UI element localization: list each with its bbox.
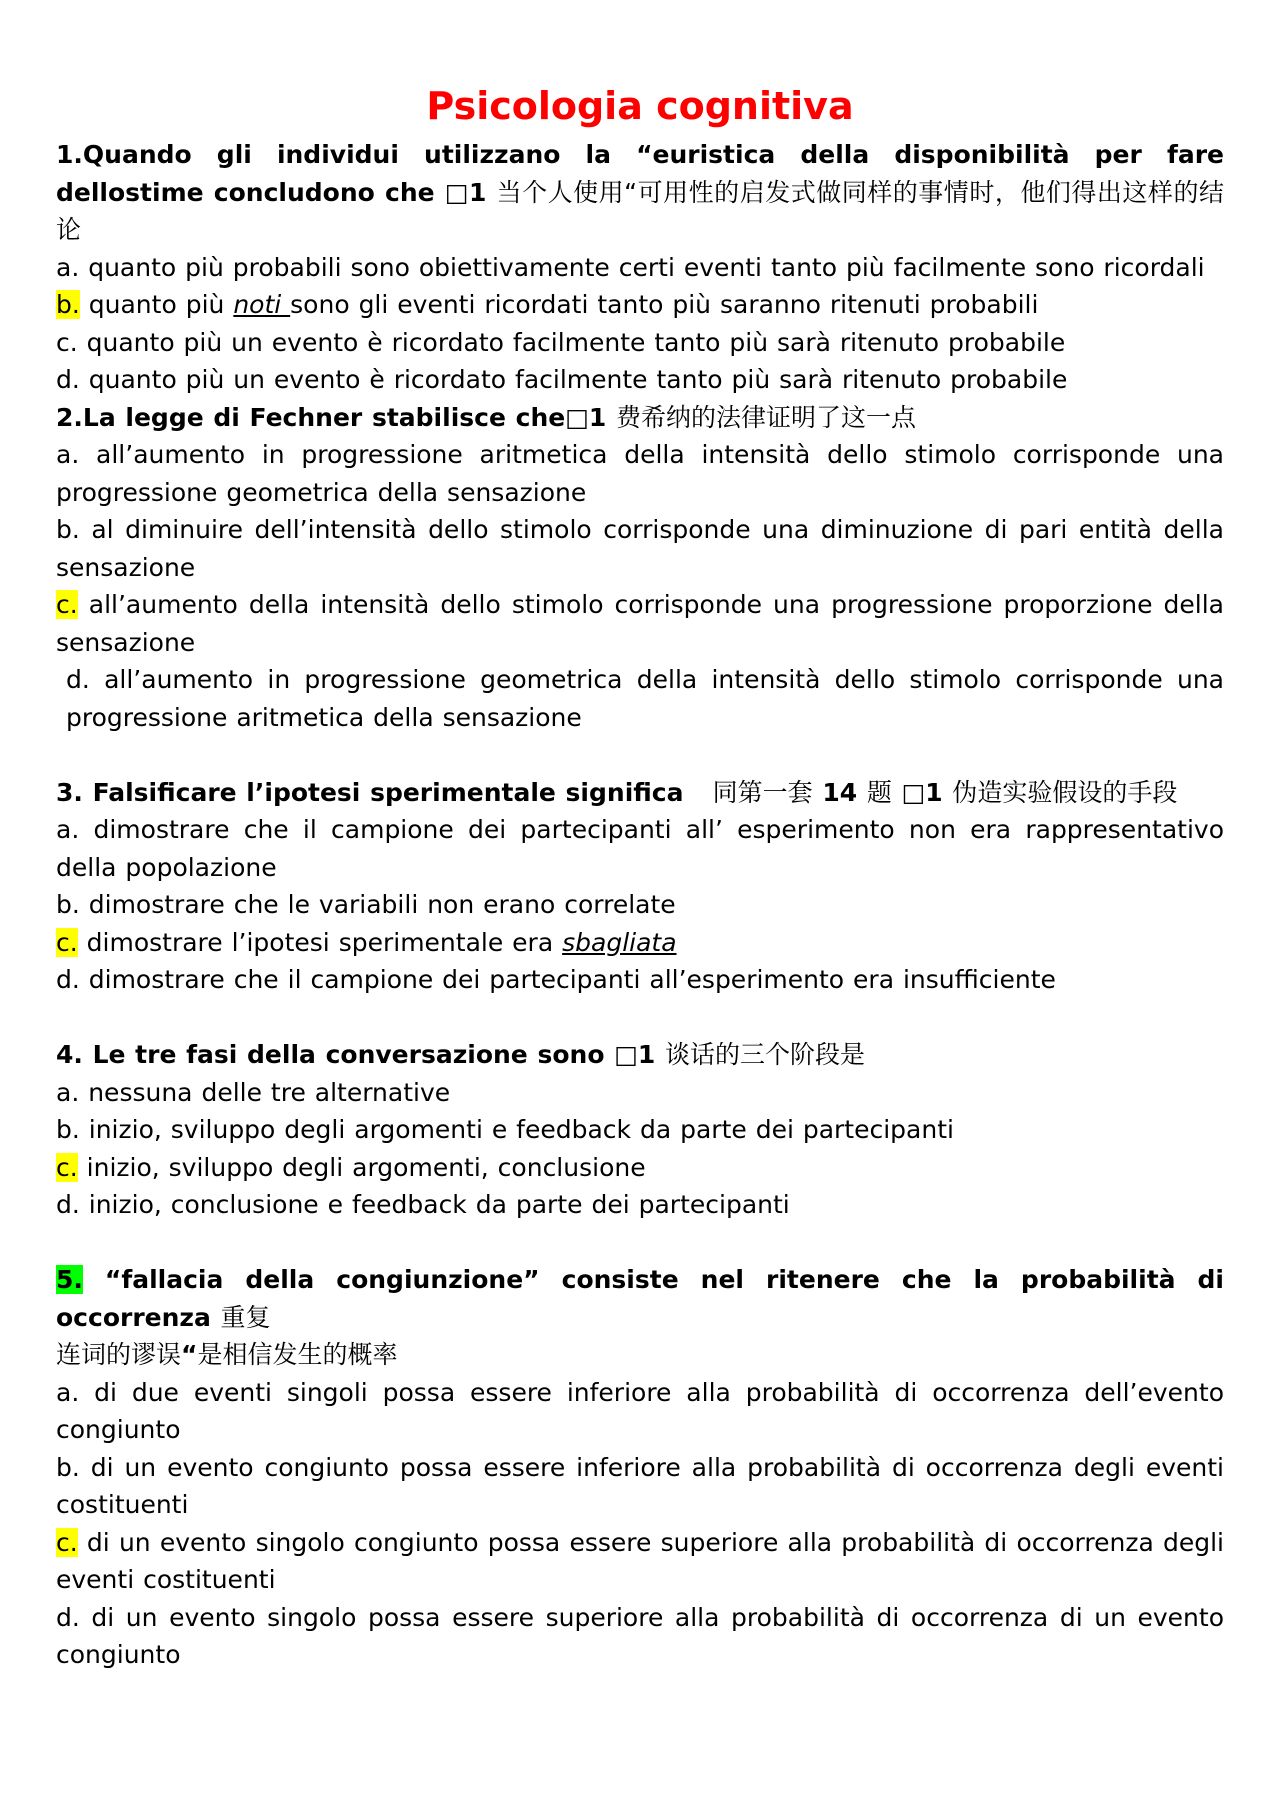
question-5 xyxy=(56,1261,1224,1674)
question-5-option-a: a. di due eventi singoli possa essere inferiore alla probabilità di occorrenza dell’evento congiunto xyxy=(56,1377,1224,1444)
missing-glyph-icon: □ xyxy=(565,402,589,432)
question-4-option-b: b. inizio, sviluppo degli argomenti e feedback da parte dei partecipanti xyxy=(56,1115,954,1144)
question-3-option-d: d. dimostrare che il campione dei partecipanti all’esperimento era insufficiente xyxy=(56,965,1056,994)
question-5-stem: 5. “fallacia della congiunzione” consiste nel ritenere che la probabilità di occorrenza 重复 xyxy=(56,1265,1224,1332)
question-3-option-b: b. dimostrare che le variabili non erano correlate xyxy=(56,890,676,919)
question-1 xyxy=(56,136,1224,399)
correct-answer-marker: b. xyxy=(56,290,80,319)
question-1-stem: 1.Quando gli individui utilizzano la “euristica della disponibilità per fare dellostime concludono che □1 当个人使用“可用性的启发式做同样的事情时，他们得出这样的结论 xyxy=(56,140,1224,244)
question-3-stem: 3. Falsificare l’ipotesi sperimentale significa 同第一套 14 题 □1 伪造实验假设的手段 xyxy=(56,777,1178,807)
spacer xyxy=(56,999,1224,1037)
correct-answer-marker: c. xyxy=(56,590,78,619)
question-2-option-d: d. all’aumento in progressione geometrica della intensità dello stimolo corrisponde una progressione aritmetica della sensazione xyxy=(66,665,1224,732)
question-1-option-a: a. quanto più probabili sono obiettivamente certi eventi tanto più facilmente sono ricordali xyxy=(56,252,1205,282)
question-1-option-b: b. quanto più noti sono gli eventi ricordati tanto più saranno ritenuti probabili xyxy=(56,290,1039,319)
correct-answer-marker: c. xyxy=(56,1152,78,1182)
missing-glyph-icon: □ xyxy=(444,177,469,207)
correct-answer-marker: c. xyxy=(56,1527,78,1557)
question-2-option-b: b. al diminuire dell’intensità dello stimolo corrisponde una diminuzione di pari entità della sensazione xyxy=(56,515,1224,582)
question-3 xyxy=(56,774,1224,999)
question-2-option-a: a. all’aumento in progressione aritmetica della intensità dello stimolo corrisponde una progressione geometrica della sensazione xyxy=(56,440,1224,507)
correct-answer-marker: c. xyxy=(56,927,78,957)
question-5-option-d: d. di un evento singolo possa essere superiore alla probabilità di occorrenza di un evento congiunto xyxy=(56,1602,1224,1669)
missing-glyph-icon: □ xyxy=(901,777,926,807)
question-4 xyxy=(56,1036,1224,1224)
page-title: Psicologia cognitiva xyxy=(426,84,854,128)
question-4-option-c: c. inizio, sviluppo degli argomenti, conclusione xyxy=(56,1152,646,1182)
question-4-option-a: a. nessuna delle tre alternative xyxy=(56,1077,451,1107)
question-number-highlight: 5. xyxy=(56,1265,83,1294)
spacer xyxy=(56,736,1224,774)
question-4-stem: 4. Le tre fasi della conversazione sono □1 谈话的三个阶段是 xyxy=(56,1040,865,1069)
question-5-option-b: b. di un evento congiunto possa essere inferiore alla probabilità di occorrenza degli eventi costituenti xyxy=(56,1452,1224,1519)
question-3-option-a: a. dimostrare che il campione dei partecipanti all’ esperimento non era rappresentativo della popolazione xyxy=(56,815,1224,882)
missing-glyph-icon: □ xyxy=(614,1040,638,1069)
question-1-option-c: c. quanto più un evento è ricordato facilmente tanto più sarà ritenuto probabile xyxy=(56,327,1066,357)
question-2 xyxy=(56,399,1224,737)
spacer xyxy=(56,1224,1224,1262)
question-2-option-c: c. all’aumento della intensità dello stimolo corrisponde una progressione proporzione della sensazione xyxy=(56,590,1224,657)
question-4-option-d: d. inizio, conclusione e feedback da parte dei partecipanti xyxy=(56,1190,790,1219)
question-2-stem: 2.La legge di Fechner stabilisce che□1 费希纳的法律证明了这一点 xyxy=(56,402,916,432)
question-5-option-c: c. di un evento singolo congiunto possa essere superiore alla probabilità di occorrenza degli eventi costituenti xyxy=(56,1527,1224,1594)
question-5-stem-translation: 连词的谬误“是相信发生的概率 xyxy=(56,1340,398,1369)
question-3-option-c: c. dimostrare l’ipotesi sperimentale era sbagliata xyxy=(56,927,677,957)
question-1-option-d: d. quanto più un evento è ricordato facilmente tanto più sarà ritenuto probabile xyxy=(56,365,1068,394)
